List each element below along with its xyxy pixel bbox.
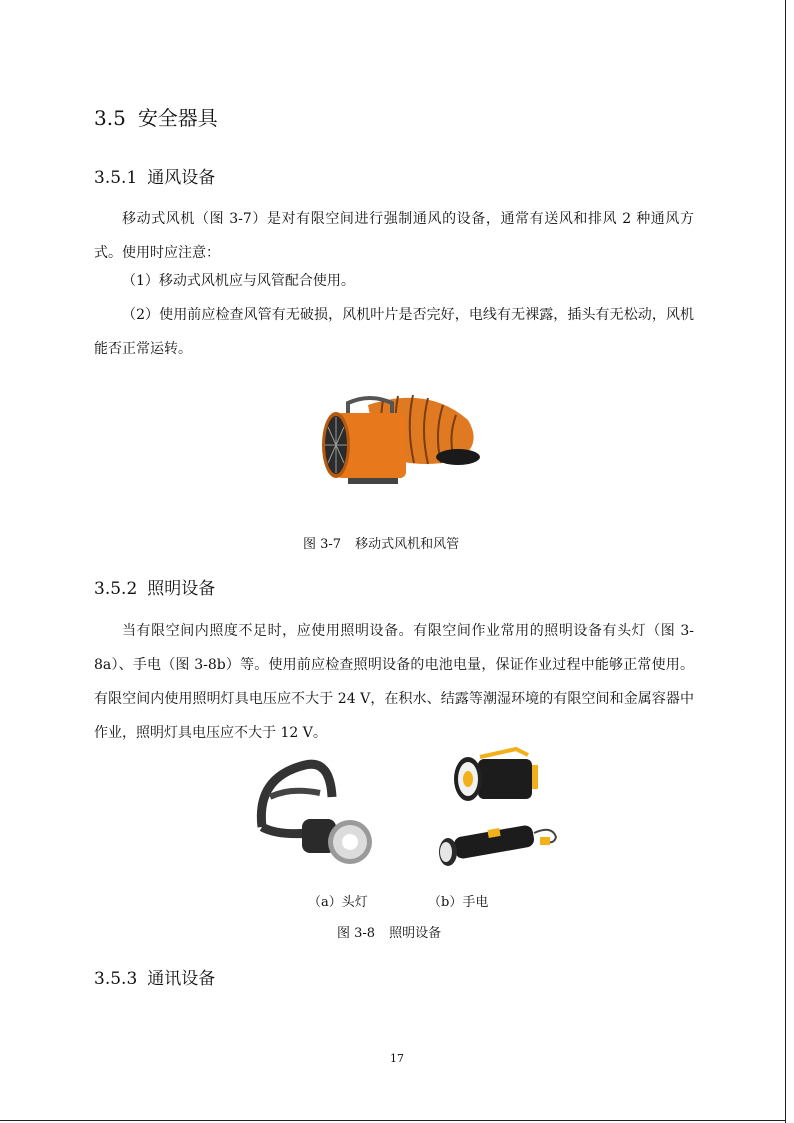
subfigure-a-caption: （a）头灯	[308, 895, 368, 910]
subsection-heading-communication	[94, 964, 215, 989]
subsection-number: 3.5.2	[94, 579, 138, 599]
fan-body	[322, 398, 406, 484]
flashlight-image	[428, 745, 566, 875]
page-border-bottom	[0, 1120, 786, 1121]
subsection-heading-lighting	[94, 574, 215, 599]
page-border-right	[785, 0, 786, 1123]
page-number: 17	[390, 1052, 404, 1065]
figure-3-7-caption	[303, 533, 459, 552]
subsection-title: 通风设备	[147, 168, 216, 188]
subfigure-b-caption: （b）手电	[428, 895, 489, 910]
figure-label: 图 3-7	[303, 537, 342, 552]
subsection-title: 通讯设备	[147, 969, 216, 989]
subsection-number: 3.5.3	[94, 969, 138, 989]
section-heading	[94, 102, 218, 131]
figure-label: 图 3-8	[337, 926, 376, 941]
subsection-number: 3.5.1	[94, 168, 138, 188]
paragraph-ventilation-intro: 移动式风机（图 3-7）是对有限空间进行强制通风的设备，通常有送风和排风 2 种通风方式。使用时应注意：	[94, 211, 694, 261]
paragraph-ventilation-item-1: （1）移动式风机应与风管配合使用。	[122, 273, 355, 289]
figure-caption-text: 移动式风机和风管	[355, 537, 460, 552]
tube-flashlight	[439, 824, 556, 866]
section-number: 3.5	[94, 106, 126, 130]
paragraph-ventilation-item-2: （2）使用前应检查风管有无破损，风机叶片是否完好，电线有无裸露，插头有无松动，风机能否正常运转。	[94, 307, 694, 357]
section-title: 安全器具	[137, 106, 218, 130]
subsection-heading-ventilation	[94, 163, 215, 188]
subsection-title: 照明设备	[147, 579, 216, 599]
paragraph-lighting: 当有限空间内照度不足时，应使用照明设备。有限空间作业常用的照明设备有头灯（图 3-8a）、手电（图 3-8b）等。使用前应检查照明设备的电池电量，保证作业过程中能够正常使用。有限空间内使用照明灯具电压应不大于 24 V，在积水、结露等潮湿环境的有限空间和金属容器中作业，照明灯具电压应不大于 12 V。	[94, 623, 694, 741]
lantern-flashlight	[454, 749, 538, 801]
figure-caption-text: 照明设备	[389, 926, 442, 941]
headlamp-image	[250, 757, 380, 875]
figure-3-8-caption	[337, 922, 441, 941]
fan-and-duct-image	[308, 365, 488, 515]
